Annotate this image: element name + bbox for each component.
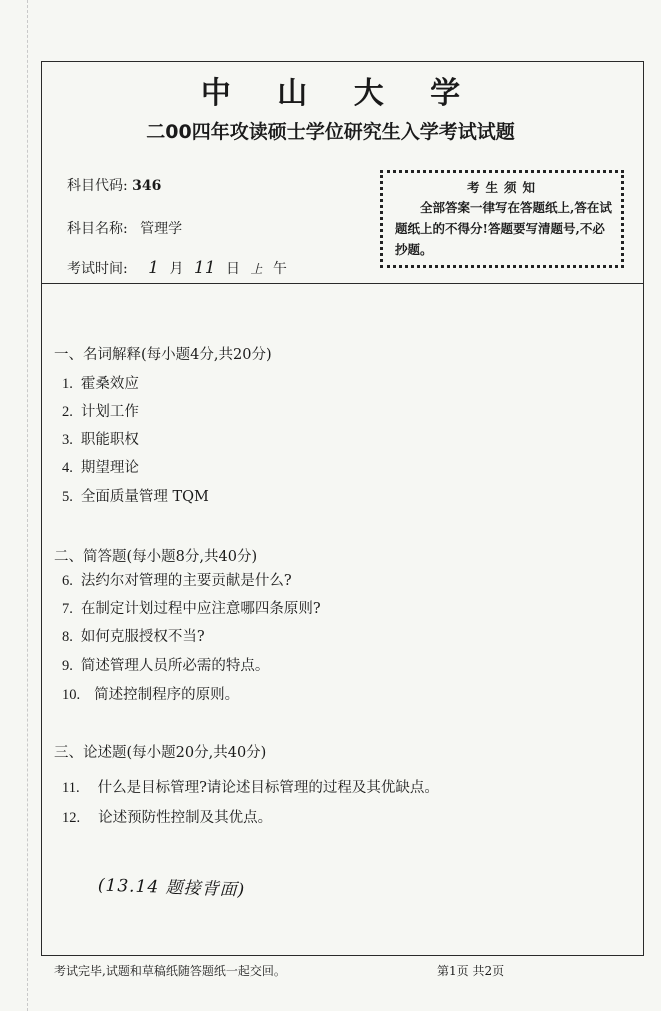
- question-item: [62, 428, 139, 449]
- exam-month-handwritten: 1: [148, 258, 159, 278]
- question-text: 简述管理人员所必需的特点。: [80, 658, 270, 674]
- subject-name-value: 管理学: [140, 221, 183, 237]
- question-number: 9.: [62, 658, 73, 674]
- question-text: 如何克服授权不当?: [80, 629, 205, 645]
- question-text: 霍桑效应: [80, 376, 139, 392]
- question-number: 8.: [62, 629, 73, 645]
- handwritten-note: (13.14 题接背面): [97, 875, 246, 901]
- question-item: [62, 654, 269, 675]
- question-number: 12.: [62, 810, 81, 826]
- question-text: 什么是目标管理?请论述目标管理的过程及其优缺点。: [97, 780, 439, 796]
- subject-code-value: 346: [132, 178, 162, 194]
- question-text: 法约尔对管理的主要贡献是什么?: [80, 573, 292, 589]
- question-number: 10.: [62, 687, 81, 703]
- exam-time-label: 考试时间:: [67, 261, 128, 277]
- exam-day-handwritten: 11: [193, 258, 216, 278]
- question-number: 6.: [62, 573, 73, 589]
- question-item: [62, 372, 139, 393]
- question-item: [62, 683, 239, 704]
- question-item: [62, 806, 272, 827]
- question-text: 论述预防性控制及其优点。: [98, 810, 273, 826]
- question-item: [62, 456, 139, 477]
- question-text: 简述控制程序的原则。: [94, 687, 240, 703]
- question-item: [62, 569, 292, 590]
- exam-month-unit: 月: [169, 261, 184, 277]
- question-number: 7.: [62, 601, 73, 617]
- exam-period-unit: 午: [272, 261, 287, 277]
- footer-page-number: 第1页 共2页: [437, 964, 505, 978]
- question-number: 3.: [62, 432, 73, 448]
- section-heading: 一、名词解释(每小题4分,共20分): [54, 347, 272, 363]
- exam-time: [67, 258, 287, 278]
- question-text: 全面质量管理 TQM: [80, 489, 209, 505]
- question-text: 职能职权: [80, 432, 139, 448]
- question-number: 4.: [62, 460, 73, 476]
- subject-name-label: 科目名称:: [67, 221, 128, 237]
- question-number: 2.: [62, 404, 73, 420]
- notice-title: 考生须知: [466, 180, 541, 195]
- question-item: [62, 400, 139, 421]
- binding-line: [27, 0, 28, 1011]
- exam-day-unit: 日: [226, 261, 240, 277]
- subject-name: [67, 218, 182, 238]
- question-item: [62, 625, 205, 646]
- header-divider: [41, 283, 644, 284]
- question-text: 期望理论: [80, 460, 139, 476]
- university-title: 中 山 大 学: [200, 76, 479, 111]
- question-text: 计划工作: [80, 404, 139, 420]
- question-text: 在制定计划过程中应注意哪四条原则?: [80, 601, 321, 617]
- candidate-notice-box: [380, 170, 624, 268]
- subject-code-label: 科目代码:: [67, 178, 128, 194]
- section-heading: 三、论述题(每小题20分,共40分): [54, 745, 267, 761]
- section-heading: 二、简答题(每小题8分,共40分): [54, 549, 258, 565]
- question-item: [62, 776, 439, 797]
- question-item: [62, 597, 321, 618]
- question-item: [62, 485, 209, 506]
- question-number: 1.: [62, 376, 73, 392]
- question-number: 11.: [62, 780, 80, 796]
- question-number: 5.: [62, 489, 73, 505]
- exam-title: 二00四年攻读硕士学位研究生入学考试试题: [146, 121, 515, 143]
- exam-period-handwritten: 上: [250, 262, 263, 276]
- notice-body: 全部答案一律写在答题纸上,答在试题纸上的不得分!答题要写清题号,不必抄题。: [395, 200, 612, 257]
- footer-instruction: 考试完毕,试题和草稿纸随答题纸一起交回。: [54, 964, 286, 978]
- subject-code: [67, 175, 161, 195]
